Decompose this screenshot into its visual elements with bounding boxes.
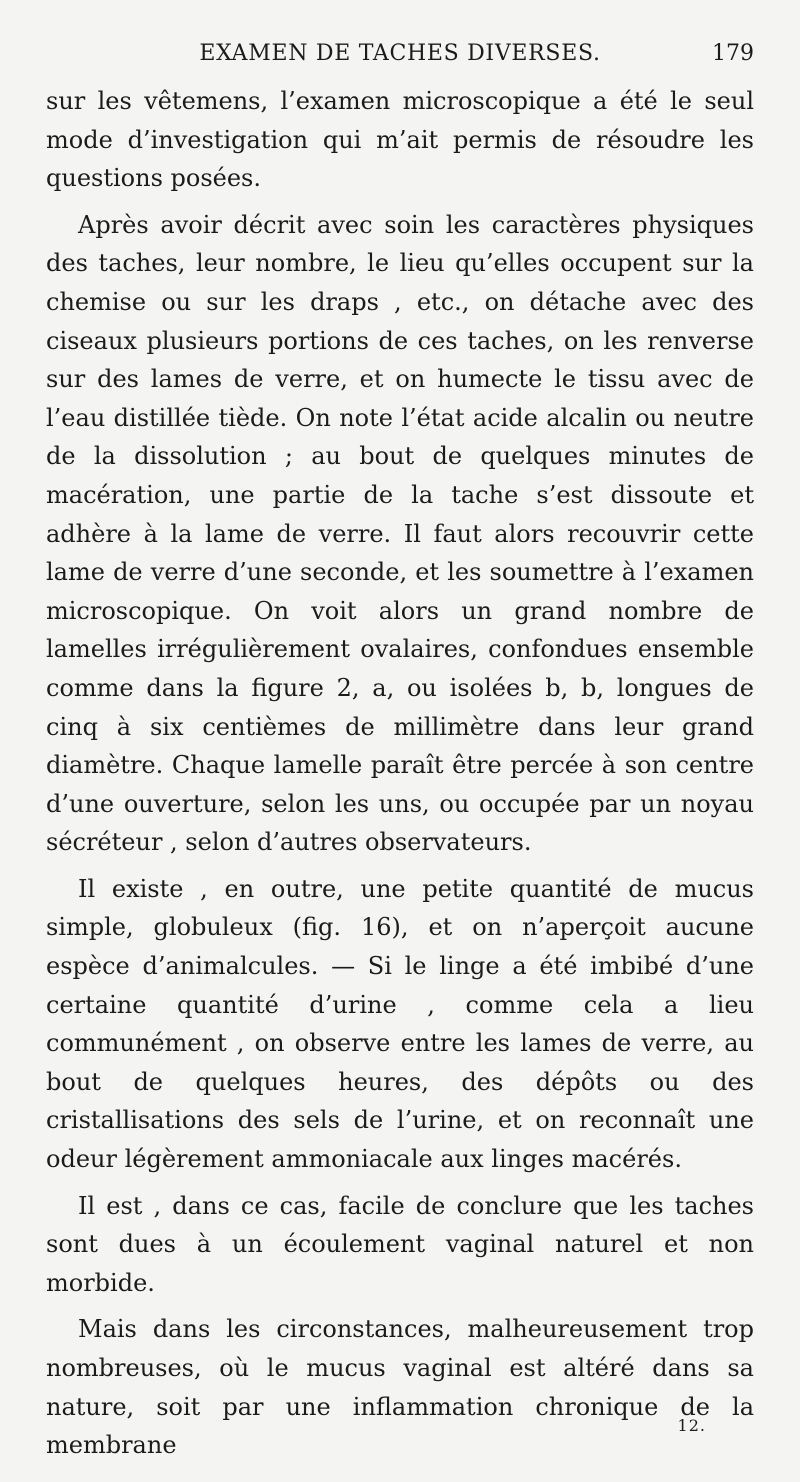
running-title: EXAMEN DE TACHES DIVERSES.: [199, 41, 601, 66]
paragraph: Mais dans les circonstances, malheureusement trop nombreuses, où le mucus vaginal est altéré dans sa nature, soit par une inflammation chronique de la membrane: [46, 1315, 754, 1460]
paragraph-continuation: sur les vêtemens, l’examen microscopique a été le seul mode d’investigation qui m’ait permis de résoudre les questions posées.: [46, 87, 754, 193]
paragraph: Il existe , en outre, une petite quantité de mucus simple, globuleux (fig. 16), et on n’aperçoit aucune espèce d’animalcules. — Si le linge a été imbibé d’une certaine quantité d’urine , comme cela a lieu communément , on observe entre les lames de verre, au bout de quelques heures, des dépôts ou des cristallisations des sels de l’urine, et on reconnaît une odeur légèrement ammoniacale aux linges macérés.: [46, 874, 754, 1174]
signature-mark: 12.: [677, 1416, 706, 1435]
running-header: [46, 34, 754, 74]
body-text: [46, 82, 754, 1465]
page-number: 179: [712, 41, 754, 66]
paragraph: Il est , dans ce cas, facile de conclure que les taches sont dues à un écoulement vaginal naturel et non morbide.: [46, 1191, 754, 1297]
paragraph: Après avoir décrit avec soin les caractères physiques des taches, leur nombre, le lieu qu’elles occupent sur la chemise ou sur les draps , etc., on détache avec des ciseaux plusieurs portions de ces taches, on les renverse sur des lames de verre, et on humecte le tissu avec de l’eau distillée tiède. On note l’état acide alcalin ou neutre de la dissolution ; au bout de quelques minutes de macération, une partie de la tache s’est dissoute et adhère à la lame de verre. Il faut alors recouvrir cette lame de verre d’une seconde, et les soumettre à l’examen microscopique. On voit alors un grand nombre de lamelles irrégulièrement ovalaires, confondues ensemble comme dans la figure 2, a, ou isolées b, b, longues de cinq à six centièmes de millimètre dans leur grand diamètre. Chaque lamelle paraît être percée à son centre d’une ouverture, selon les uns, ou occupée par un noyau sécréteur , selon d’autres observateurs.: [46, 210, 754, 857]
